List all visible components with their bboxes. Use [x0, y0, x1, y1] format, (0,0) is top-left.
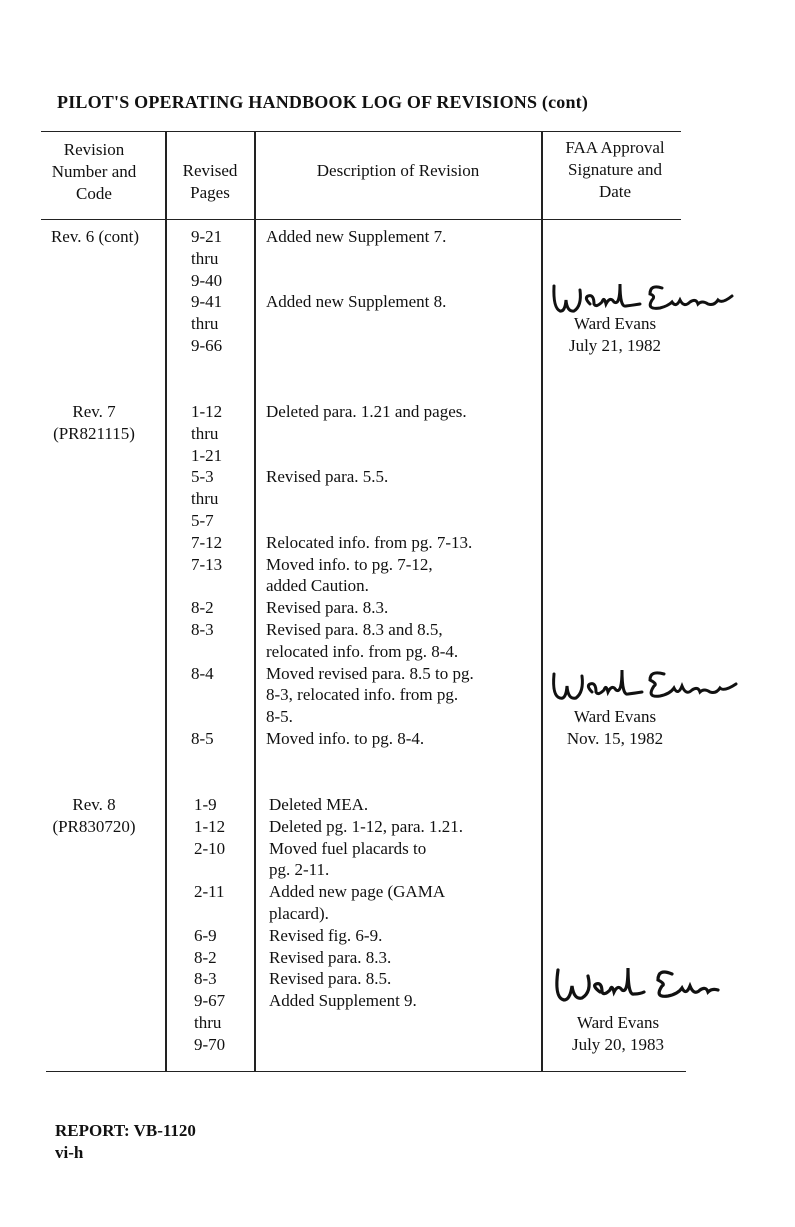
page-ref: 9-66	[191, 335, 223, 355]
rev6-approver-name: Ward Evans	[573, 314, 657, 333]
description-line: Relocated info. from pg. 7-13.	[266, 532, 473, 552]
description-line: Moved info. to pg. 7-12,	[266, 554, 433, 574]
description-line: 8-5.	[266, 707, 293, 727]
page-ref: 7-12	[191, 532, 223, 552]
page-number: vi-h	[55, 1143, 84, 1162]
description-line: Added Supplement 9.	[269, 991, 417, 1011]
description-line: Deleted pg. 1-12, para. 1.21.	[269, 816, 464, 836]
description-line: Deleted MEA.	[269, 795, 369, 814]
page-ref: 9-70	[194, 1034, 226, 1054]
rev8-signature	[552, 964, 722, 1008]
page-ref: thru	[191, 314, 219, 334]
description-line: Revised para. 8.3.	[266, 598, 389, 618]
page-ref: thru	[194, 1012, 222, 1032]
page-ref: thru	[191, 423, 219, 443]
page-ref: 8-3	[191, 619, 214, 639]
page-ref: 5-7	[191, 510, 214, 530]
page-ref: 9-40	[191, 270, 223, 290]
rev6-desc-2: Added new Supplement 8.	[266, 292, 447, 311]
page-title: PILOT'S OPERATING HANDBOOK LOG OF REVISIONS (cont)	[57, 92, 589, 112]
description-line: Deleted para. 1.21 and pages.	[266, 402, 467, 421]
description-line: Added new page (GAMA	[269, 882, 446, 902]
rev6-approval-date: July 21, 1982	[568, 336, 662, 355]
page-ref: 9-21	[191, 227, 223, 246]
rev7-approval-date: Nov. 15, 1982	[566, 729, 664, 748]
page-ref: 8-3	[194, 969, 217, 989]
header-bottom-rule	[41, 219, 681, 220]
description-line: Revised para. 8.3.	[269, 947, 392, 967]
header-faa-line: Date	[598, 182, 632, 201]
rev8-approver-name: Ward Evans	[576, 1013, 660, 1032]
page-ref: thru	[191, 489, 219, 509]
rev6-desc-1: Added new Supplement 7.	[266, 227, 447, 246]
page-ref: 2-10	[194, 838, 226, 858]
header-faa-approval	[545, 137, 685, 203]
page-ref: 1-9	[194, 795, 217, 814]
header-revision	[34, 139, 154, 205]
rev7-desc	[266, 401, 474, 750]
header-revision-line: Code	[76, 184, 112, 203]
col-divider-2	[254, 131, 256, 1072]
description-line: placard).	[269, 903, 329, 923]
col-divider-3	[541, 131, 543, 1072]
header-pages-line: Revised	[182, 161, 238, 180]
rev7-pages	[191, 401, 222, 750]
page-ref: thru	[191, 248, 219, 268]
page-ref: 9-67	[194, 991, 226, 1011]
rev7-approver-name: Ward Evans	[573, 707, 657, 726]
page-ref: 1-21	[191, 445, 223, 465]
header-revised-pages	[170, 160, 250, 204]
rev8-approval-date: July 20, 1983	[571, 1035, 665, 1054]
rev6-signature	[550, 278, 740, 318]
rev8-pages	[194, 794, 225, 1056]
description-line: Moved info. to pg. 8-4.	[266, 728, 425, 748]
rev8-code: (PR830720)	[52, 817, 136, 836]
page-ref: 8-2	[191, 598, 214, 618]
rev7-code: (PR821115)	[53, 424, 135, 443]
description-line: Moved revised para. 8.5 to pg.	[266, 663, 474, 683]
header-faa-line: Signature and	[568, 160, 662, 179]
col-divider-1	[165, 131, 167, 1072]
page-ref: 1-12	[194, 816, 226, 836]
rev6-pages	[191, 226, 222, 357]
page-ref: 8-5	[191, 728, 214, 748]
header-revision-line: Number and	[51, 162, 137, 181]
page-ref: 7-13	[191, 554, 223, 574]
description-line: Revised para. 5.5.	[266, 467, 389, 487]
rev8-label: Rev. 8	[72, 795, 116, 814]
header-faa-line: FAA Approval	[565, 138, 665, 157]
page-ref: 6-9	[194, 925, 217, 945]
description-line: pg. 2-11.	[269, 860, 330, 880]
header-description: Description of Revision	[316, 161, 480, 180]
page-ref: 2-11	[194, 882, 225, 902]
description-line: relocated info. from pg. 8-4.	[266, 641, 459, 661]
rev7-label: Rev. 7	[72, 402, 116, 421]
description-line: Revised para. 8.5.	[269, 969, 392, 989]
rev6-label: Rev. 6 (cont)	[50, 227, 140, 246]
table-top-rule	[41, 131, 681, 132]
rev7-signature	[550, 666, 742, 706]
description-line: Revised fig. 6-9.	[269, 925, 383, 945]
page-ref: 9-41	[191, 292, 223, 312]
description-line: Revised para. 8.3 and 8.5,	[266, 619, 443, 639]
page-ref: 8-4	[191, 663, 214, 683]
report-number: REPORT: VB-1120	[55, 1121, 196, 1140]
page-ref: 1-12	[191, 402, 223, 421]
rev8-desc	[269, 794, 463, 1012]
table-bottom-rule	[46, 1071, 686, 1072]
header-pages-line: Pages	[190, 183, 230, 202]
description-line: Moved fuel placards to	[269, 838, 427, 858]
description-line: added Caution.	[266, 576, 369, 596]
page-ref: 8-2	[194, 947, 217, 967]
header-revision-line: Revision	[63, 140, 125, 159]
description-line: 8-3, relocated info. from pg.	[266, 685, 459, 705]
page-ref: 5-3	[191, 467, 214, 487]
